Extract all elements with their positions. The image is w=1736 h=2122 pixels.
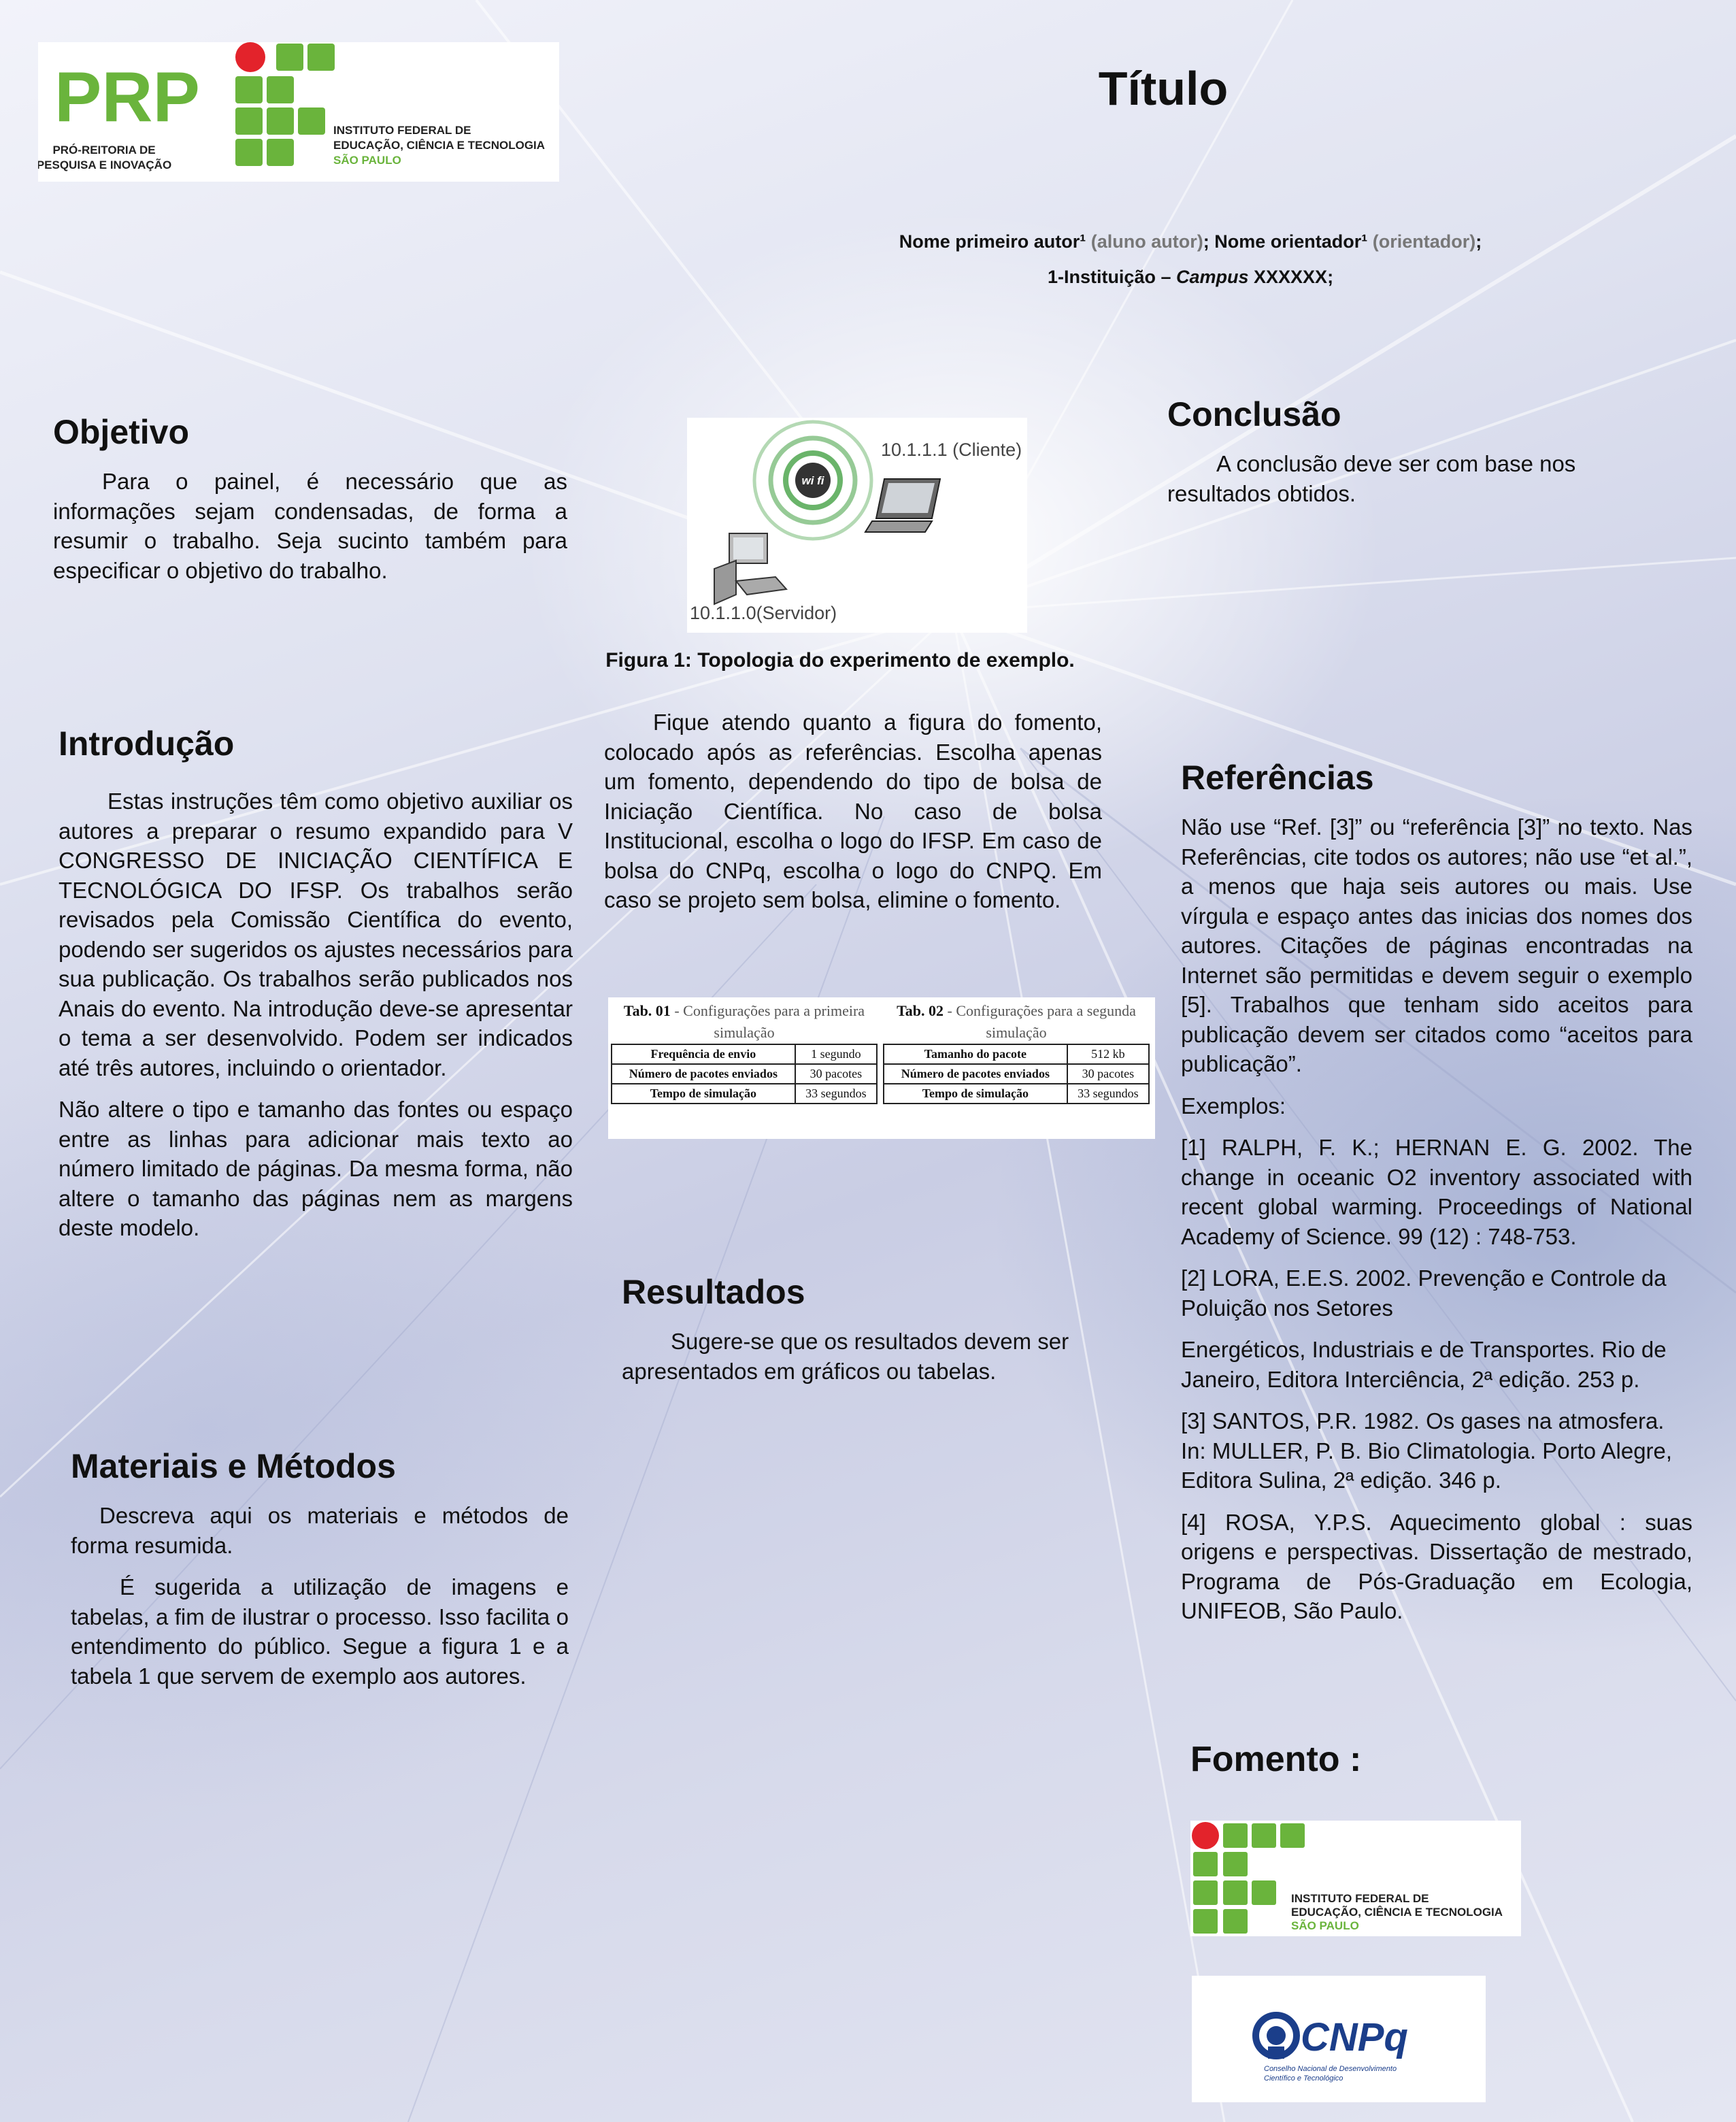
header-logo-prp-ifsp — [38, 42, 559, 182]
table-2-grid — [883, 1044, 1150, 1104]
referencias-examples-label: Exemplos: — [1181, 1093, 1286, 1118]
section-introducao — [59, 724, 573, 1255]
institution-suffix: XXXXXX; — [1248, 267, 1334, 287]
table-row — [884, 1064, 1149, 1084]
section-objetivo — [53, 412, 567, 597]
reference-2-continued: Energéticos, Industriais e de Transportes. Rio de Janeiro, Editora Interciência, 2ª edição. 253 p. — [1181, 1337, 1667, 1392]
table-cell: 33 segundos — [795, 1084, 877, 1104]
materiais-heading: Materiais e Métodos — [71, 1447, 396, 1485]
table-cell: Tamanho do pacote — [884, 1044, 1067, 1064]
prp-letters: PRP — [54, 58, 200, 137]
advisor-name: Nome orientador¹ — [1214, 231, 1368, 252]
fomento-heading: Fomento : — [1190, 1740, 1362, 1779]
cnpq-name: CNPq — [1301, 2015, 1408, 2059]
table-1-caption — [611, 1000, 878, 1044]
poster-title: Título — [1098, 62, 1229, 115]
table-cell: 33 segundos — [1067, 1084, 1149, 1104]
section-materiais-metodos — [71, 1446, 569, 1703]
ifsp-line3: SÃO PAULO — [333, 154, 401, 167]
institution-prefix: 1-Instituição – — [1047, 267, 1176, 287]
ifsp-line1: INSTITUTO FEDERAL DE — [333, 124, 471, 137]
conclusao-paragraph: A conclusão deve ser com base nos resultados obtidos. — [1167, 451, 1576, 506]
table-2-caption — [883, 1000, 1150, 1044]
section-conclusao — [1167, 395, 1652, 520]
section-referencias — [1181, 758, 1692, 1638]
table-cell: 30 pacotes — [795, 1064, 877, 1084]
reference-4: [4] ROSA, Y.P.S. Aquecimento global : suas origens e perspectivas. Dissertação de mestrado, Programa de Pós-Graduação em Ecologia, UNIFEOB, São Paulo. — [1181, 1509, 1692, 1623]
tables-block — [608, 997, 1155, 1139]
table-2-caption-id: Tab. 02 — [897, 1002, 944, 1019]
table-2-caption-text: - Configurações para a segunda simulação — [944, 1002, 1136, 1041]
table-2 — [883, 1000, 1150, 1136]
fomento-note — [604, 708, 1102, 927]
introducao-paragraph-1: Estas instruções têm como objetivo auxiliar os autores a preparar o resumo expandido para V CONGRESSO DE INICIAÇÃO CIENTÍFICA E TECNOLÓGICA DO IFSP. Os trabalhos serão revisados pela Comissão Científica do evento, podendo ser sugeridos os ajustes necessários para sua publicação. Os trabalhos serão publicados nos Anais do evento. Na introdução deve-se apresentar o tema a ser desenvolvido. Podem ser indicados até três autores, incluindo o orientador. — [59, 789, 573, 1080]
table-1-grid — [611, 1044, 878, 1104]
table-cell: 30 pacotes — [1067, 1064, 1149, 1084]
objetivo-paragraph: Para o painel, é necessário que as informações sejam condensadas, de forma a resumir o trabalho. Seja sucinto também para especificar o objetivo do trabalho. — [53, 469, 567, 583]
prp-ifsp-logo-graphic — [38, 42, 559, 182]
advisor-role: (orientador) — [1372, 231, 1476, 252]
ifsp-fomento-line1: INSTITUTO FEDERAL DE — [1291, 1892, 1429, 1905]
ifsp-fomento-line3: SÃO PAULO — [1291, 1919, 1359, 1932]
reference-1: [1] RALPH, F. K.; HERNAN E. G. 2002. The change in oceanic O2 inventory associated with recent global warming. Proceedings of National Academy of Science. 99 (12) : 748-753. — [1181, 1135, 1692, 1249]
table-cell: Tempo de simulação — [612, 1084, 795, 1104]
table-1-caption-text: - Configurações para a primeira simulação — [670, 1002, 865, 1041]
cnpq-line1: Conselho Nacional de Desenvolvimento — [1264, 2065, 1397, 2073]
first-author: Nome primeiro autor¹ — [899, 231, 1086, 252]
table-row — [884, 1044, 1149, 1064]
laptop-icon — [865, 479, 940, 532]
cnpq-emblem-icon — [1256, 2015, 1297, 2059]
server-label: 10.1.1.0(Servidor) — [690, 603, 837, 623]
prp-line1: PRÓ-REITORIA DE — [52, 144, 156, 156]
resultados-paragraph: Sugere-se que os resultados devem ser apresentados em gráficos ou tabelas. — [622, 1329, 1069, 1384]
introducao-heading: Introdução — [59, 725, 235, 763]
institution-line — [782, 267, 1599, 288]
conclusao-heading: Conclusão — [1167, 395, 1341, 433]
table-cell: Frequência de envio — [612, 1044, 795, 1064]
prp-line2: PESQUISA E INOVAÇÃO — [38, 159, 172, 171]
client-label: 10.1.1.1 (Cliente) — [881, 440, 1022, 460]
table-cell: 1 segundo — [795, 1044, 877, 1064]
referencias-heading: Referências — [1181, 759, 1374, 797]
network-topology-diagram — [687, 418, 1027, 633]
ifsp-fomento-line2: EDUCAÇÃO, CIÊNCIA E TECNOLOGIA — [1291, 1906, 1503, 1919]
table-cell: 512 kb — [1067, 1044, 1149, 1064]
section-resultados — [622, 1272, 1109, 1398]
table-row — [612, 1084, 877, 1104]
table-1-caption-id: Tab. 01 — [623, 1002, 671, 1019]
table-1 — [611, 1000, 878, 1136]
author-line — [782, 231, 1599, 252]
materiais-paragraph-2: É sugerida a utilização de imagens e tabelas, a fim de ilustrar o processo. Isso facilita o entendimento do público. Segue a figura 1 e a tabela 1 que servem de exemplo aos autores. — [71, 1574, 569, 1689]
wifi-icon-label: wi fi — [801, 474, 824, 487]
first-author-role: (aluno autor) — [1090, 231, 1203, 252]
fomento-logo-ifsp — [1190, 1821, 1521, 1936]
table-cell: Tempo de simulação — [884, 1084, 1067, 1104]
fomento-note-paragraph: Fique atendo quanto a figura do fomento, colocado após as referências. Escolha apenas um fomento, dependendo do tipo de bolsa de Iniciação Científica. No caso de bolsa Institucional, escolha o logo do IFSP. Em caso de bolsa do CNPq, escolha o logo do CNPQ. Em caso se projeto sem bolsa, elimine o fomento. — [604, 710, 1102, 912]
introducao-paragraph-2: Não altere o tipo e tamanho das fontes ou espaço entre as linhas para adicionar mais texto ao número limitado de páginas. Da mesma forma, não altere o tamanho das páginas nem as margens deste modelo. — [59, 1097, 573, 1240]
table-cell: Número de pacotes enviados — [884, 1064, 1067, 1084]
author-separator: ; — [1203, 231, 1215, 252]
figure-1 — [687, 418, 1027, 633]
table-row — [884, 1084, 1149, 1104]
table-row — [612, 1044, 877, 1064]
ifsp-line2: EDUCAÇÃO, CIÊNCIA E TECNOLOGIA — [333, 139, 546, 152]
objetivo-heading: Objetivo — [53, 413, 190, 451]
figure-1-caption: Figura 1: Topologia do experimento de exemplo. — [605, 649, 1075, 672]
reference-3: [3] SANTOS, P.R. 1982. Os gases na atmosfera. In: MULLER, P. B. Bio Climatologia. Porto Alegre, Editora Sulina, 2ª edição. 346 p. — [1181, 1408, 1673, 1493]
reference-2: [2] LORA, E.E.S. 2002. Prevenção e Controle da Poluição nos Setores — [1181, 1265, 1667, 1321]
cnpq-line2: Científico e Tecnológico — [1264, 2074, 1343, 2083]
referencias-intro: Não use “Ref. [3]” ou “referência [3]” no texto. Nas Referências, cite todos os autores; não use “et al.”, a menos que haja seis autores ou mais. Use vírgula e espaço antes das inicias dos nomes dos autores. Citações de páginas encontradas na Internet são permitidas e devem seguir o exemplo [5]. Trabalhos que tenham sido aceitos para publicação devem ser citados como “aceitos para publicação”. — [1181, 814, 1692, 1076]
ifsp-logo-graphic — [1190, 1821, 1521, 1936]
cnpq-logo-graphic — [1192, 1976, 1486, 2102]
server-computer-icon — [714, 533, 786, 604]
author-line-end: ; — [1475, 231, 1482, 252]
table-row — [612, 1064, 877, 1084]
table-cell: Número de pacotes enviados — [612, 1064, 795, 1084]
resultados-heading: Resultados — [622, 1273, 805, 1311]
materiais-paragraph-1: Descreva aqui os materiais e métodos de forma resumida. — [71, 1503, 569, 1558]
campus-label: Campus — [1175, 267, 1249, 287]
fomento-logo-cnpq — [1192, 1976, 1486, 2102]
